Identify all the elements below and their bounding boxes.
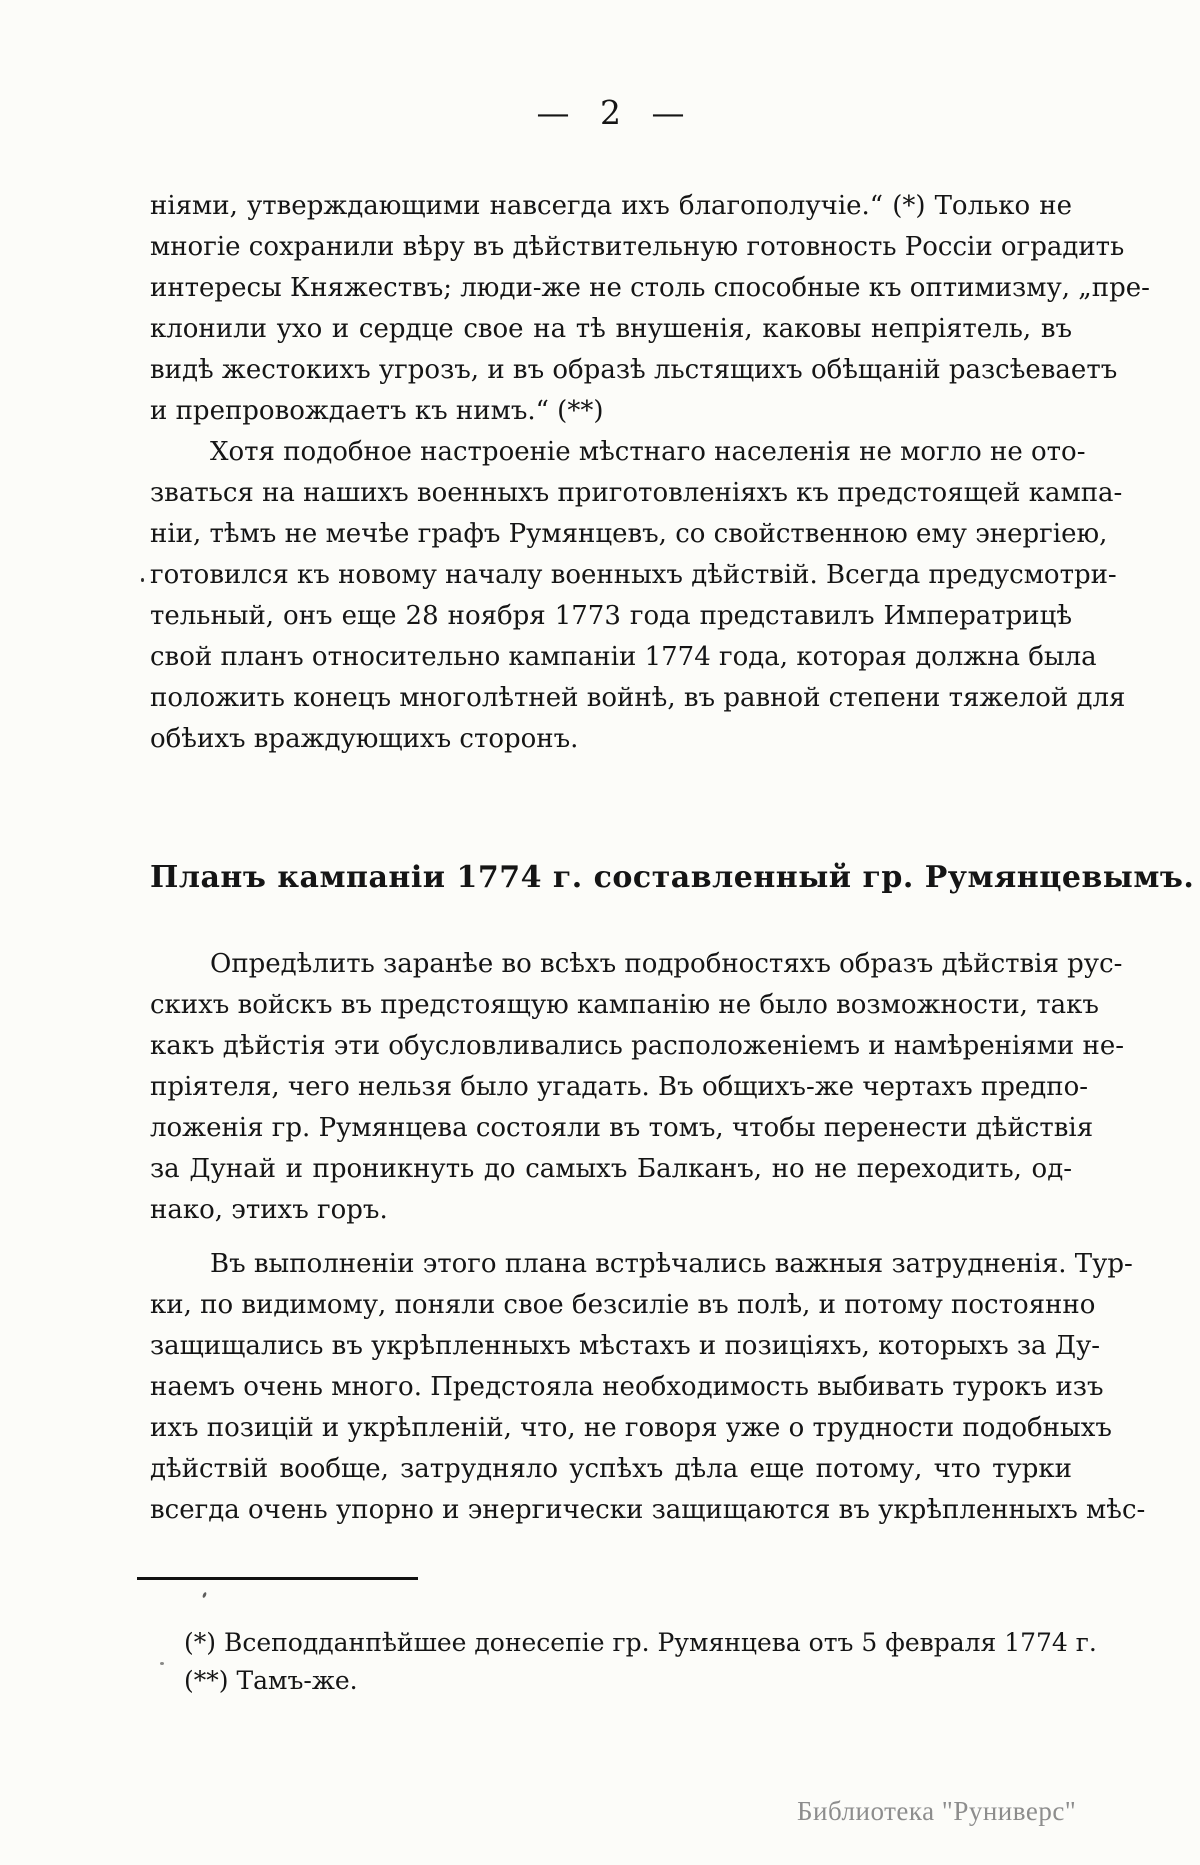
- section-heading: Планъ кампаніи 1774 г. составленный гр. Румянцевымъ.: [150, 860, 1195, 895]
- body-line: наемъ очень много. Предстояла необходимость выбивать турокъ изъ: [150, 1372, 1104, 1402]
- footnote-divider: [137, 1577, 418, 1580]
- body-line: дѣйствій вообще, затрудняло успѣхъ дѣла еще потому, что турки: [150, 1454, 1072, 1484]
- body-line: всегда очень упорно и энергически защищаются въ укрѣпленныхъ мѣс-: [150, 1495, 1146, 1525]
- paragraph-4: [150, 1244, 1146, 1531]
- scan-artifact: [160, 1662, 164, 1665]
- body-line: ихъ позицій и укрѣпленій, что, не говоря уже о трудности подобныхъ: [150, 1413, 1112, 1443]
- body-line: и препровождаетъ къ нимъ.“ (**): [150, 396, 604, 426]
- body-line: пріятеля, чего нельзя было угадать. Въ общихъ-же чертахъ предпо-: [150, 1072, 1089, 1102]
- body-line: Опредѣлить заранѣе во всѣхъ подробностяхъ образъ дѣйствія рус-: [210, 949, 1123, 979]
- scan-artifact: [202, 1592, 207, 1599]
- footnote-line: (*) Всеподданпѣйшее донесепіе гр. Румянцева отъ 5 февраля 1774 г.: [184, 1628, 1097, 1657]
- body-line: защищались въ укрѣпленныхъ мѣстахъ и позиціяхъ, которыхъ за Ду-: [150, 1331, 1101, 1361]
- paragraph-3: [150, 944, 1125, 1231]
- body-line: ложенія гр. Румянцева состояли въ томъ, чтобы перенести дѣйствія: [150, 1113, 1094, 1143]
- body-line: Хотя подобное настроеніе мѣстнаго населенія не могло не ото-: [210, 437, 1086, 467]
- body-line: тельный, онъ еще 28 ноября 1773 года представилъ Императрицѣ: [150, 601, 1072, 631]
- paragraph-1: [150, 186, 1150, 432]
- body-line: какъ дѣйстія эти обусловливались расположеніемъ и намѣреніями не-: [150, 1031, 1125, 1061]
- body-line: положить конецъ многолѣтней войнѣ, въ равной степени тяжелой для: [150, 683, 1126, 713]
- body-line: ніями, утверждающими навсегда ихъ благополучіе.“ (*) Только не: [150, 191, 1072, 221]
- footnotes: [150, 1624, 1097, 1700]
- footnote-line: (**) Тамъ-же.: [184, 1666, 358, 1695]
- body-line: видѣ жестокихъ угрозъ, и въ образѣ льстящихъ обѣщаній разсѣеваетъ: [150, 355, 1118, 385]
- body-line: обѣихъ враждующихъ сторонъ.: [150, 724, 579, 754]
- body-line: свой планъ относительно кампаніи 1774 года, которая должна была: [150, 642, 1097, 672]
- body-line: нако, этихъ горъ.: [150, 1195, 388, 1225]
- body-line: готовился къ новому началу военныхъ дѣйствій. Всегда предусмотри-: [150, 560, 1117, 590]
- library-watermark: Библиотека "Руниверс": [797, 1796, 1077, 1826]
- body-line: интересы Княжествъ; люди-же не столь способные къ оптимизму, „пре-: [150, 273, 1150, 303]
- body-line: клонили ухо и сердце свое на тѣ внушенія, каковы непріятель, въ: [150, 314, 1072, 344]
- body-line: Въ выполненіи этого плана встрѣчались важныя затрудненія. Тур-: [210, 1249, 1133, 1279]
- body-line: ніи, тѣмъ не мечѣе графъ Румянцевъ, со свойственною ему энергіею,: [150, 519, 1108, 549]
- body-line: ки, по видимому, поняли свое безсиліе въ полѣ, и потому постоянно: [150, 1290, 1096, 1320]
- page-number: — 2 —: [536, 93, 686, 132]
- body-line: многіе сохранили вѣру въ дѣйствительную готовность Россіи оградить: [150, 232, 1125, 262]
- body-line: скихъ войскъ въ предстоящую кампанію не было возможности, такъ: [150, 990, 1099, 1020]
- paragraph-2: [150, 432, 1126, 760]
- scan-artifact: [141, 578, 144, 582]
- body-line: зваться на нашихъ военныхъ приготовленіяхъ къ предстоящей кампа-: [150, 478, 1123, 508]
- body-line: за Дунай и проникнуть до самыхъ Балканъ, но не переходить, од-: [150, 1154, 1072, 1184]
